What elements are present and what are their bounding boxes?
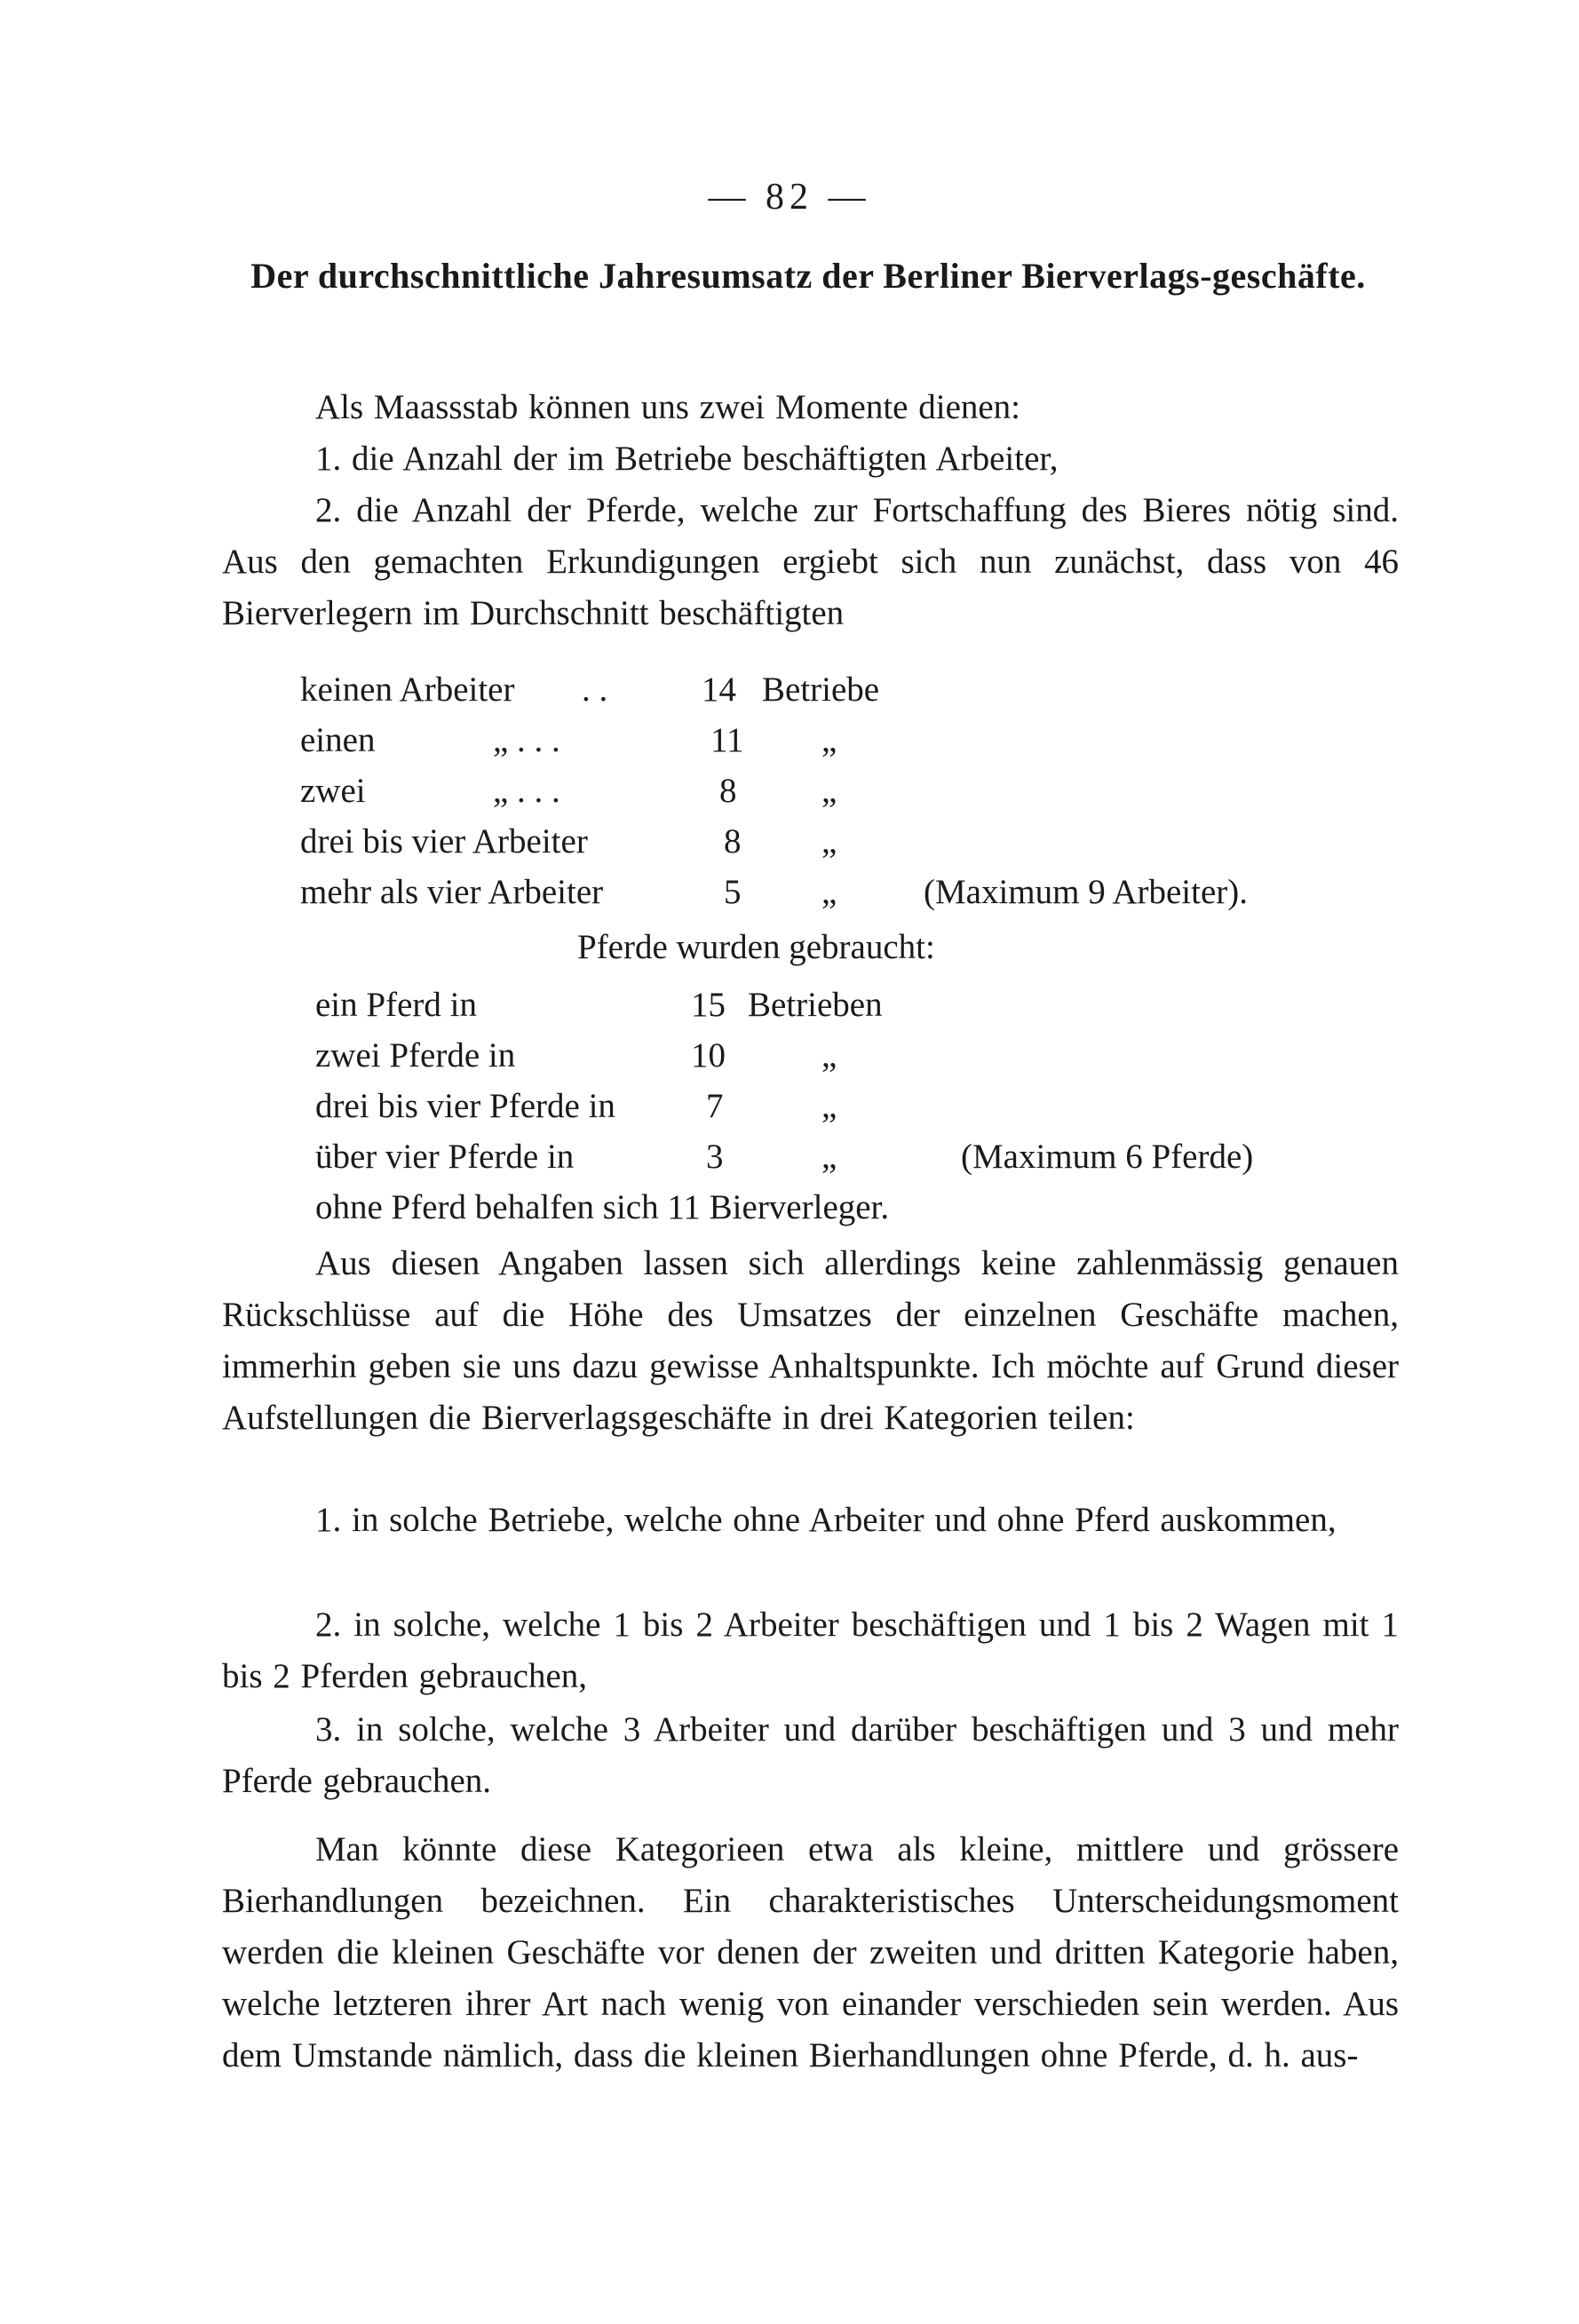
row-label: zwei xyxy=(300,772,366,810)
row-count: 15 xyxy=(691,986,726,1024)
row-unit: „ xyxy=(821,721,837,759)
row-dots: . . xyxy=(582,670,608,709)
row-count: 14 xyxy=(702,670,736,709)
row-count: 8 xyxy=(719,772,737,810)
row-dots: „ . . . xyxy=(493,721,560,759)
category-1: 1. in solche Betriebe, welche ohne Arbeiter und ohne Pferd auskommen, xyxy=(315,1501,1337,1539)
row-count: 5 xyxy=(724,873,742,911)
row-note: (Maximum 9 Arbeiter). xyxy=(924,873,1248,911)
row-unit: Betriebe xyxy=(762,670,880,709)
row-label: ein Pferd in xyxy=(315,986,477,1024)
row-count: 10 xyxy=(691,1036,726,1075)
row-unit: Betrieben xyxy=(748,986,883,1024)
row-label: zwei Pferde in xyxy=(315,1036,516,1075)
row-label: einen xyxy=(300,721,376,759)
row-count: 7 xyxy=(706,1087,724,1125)
row-unit: „ xyxy=(821,1036,837,1075)
criterion-1: 1. die Anzahl der im Betriebe beschäftigten Arbeiter, xyxy=(315,440,1059,478)
page-number: — 82 — xyxy=(708,177,871,218)
row-label: drei bis vier Pferde in xyxy=(315,1087,615,1125)
horses-none-line: ohne Pferd behalfen sich 11 Bierverleger. xyxy=(315,1188,890,1226)
row-label: mehr als vier Arbeiter xyxy=(300,873,604,911)
category-3: 3. in solche, welche 3 Arbeiter und darüber beschäftigen und 3 und mehr Pferde gebrauchen. xyxy=(222,1710,1399,1800)
row-count: 11 xyxy=(710,721,744,759)
row-unit: „ xyxy=(821,822,837,861)
criterion-2: 2. die Anzahl der Pferde, welche zur Fortschaffung des Bieres nötig sind. Aus den gemachten Erkundigungen ergiebt sich nun zunächst, dass von 46 Bierverlegern im Durchschnitt beschäftigten xyxy=(222,491,1399,632)
row-unit: „ xyxy=(821,772,837,810)
row-unit: „ xyxy=(821,1138,837,1176)
category-2: 2. in solche, welche 1 bis 2 Arbeiter beschäftigen und 1 bis 2 Wagen mit 1 bis 2 Pferden gebrauchen, xyxy=(222,1606,1399,1695)
paragraph-1: Aus diesen Angaben lassen sich allerdings keine zahlenmässig genauen Rückschlüsse auf die Höhe des Umsatzes der einzelnen Geschäfte machen, immerhin geben sie uns dazu gewisse Anhaltspunkte. Ich möchte auf Grund dieser Aufstellungen die Bierverlagsgeschäfte in drei Kategorien teilen: xyxy=(222,1244,1399,1437)
horses-heading: Pferde wurden gebraucht: xyxy=(577,928,935,966)
row-note: (Maximum 6 Pferde) xyxy=(961,1138,1254,1176)
row-count: 8 xyxy=(724,822,742,861)
paragraph-2: Man könnte diese Kategorieen etwa als kleine, mittlere und grössere Bierhandlungen bezeichnen. Ein charakteristisches Unterscheidungsmoment werden die kleinen Geschäfte vor denen der zweiten und dritten Kategorie haben, welche letzteren ihrer Art nach wenig von einander verschieden sein werden. Aus dem Umstande nämlich, dass die kleinen Bierhandlungen ohne Pferde, d. h. aus- xyxy=(222,1830,1399,2074)
row-label: keinen Arbeiter xyxy=(300,670,515,709)
section-title: Der durchschnittliche Jahresumsatz der Berliner Bierverlags-geschäfte. xyxy=(250,256,1366,296)
row-dots: „ . . . xyxy=(493,772,560,810)
row-unit: „ xyxy=(821,873,837,911)
row-label: über vier Pferde in xyxy=(315,1138,575,1176)
row-count: 3 xyxy=(706,1138,724,1176)
row-unit: „ xyxy=(821,1087,837,1125)
intro-paragraph: Als Maassstab können uns zwei Momente dienen: xyxy=(315,388,1021,426)
row-label: drei bis vier Arbeiter xyxy=(300,822,588,861)
